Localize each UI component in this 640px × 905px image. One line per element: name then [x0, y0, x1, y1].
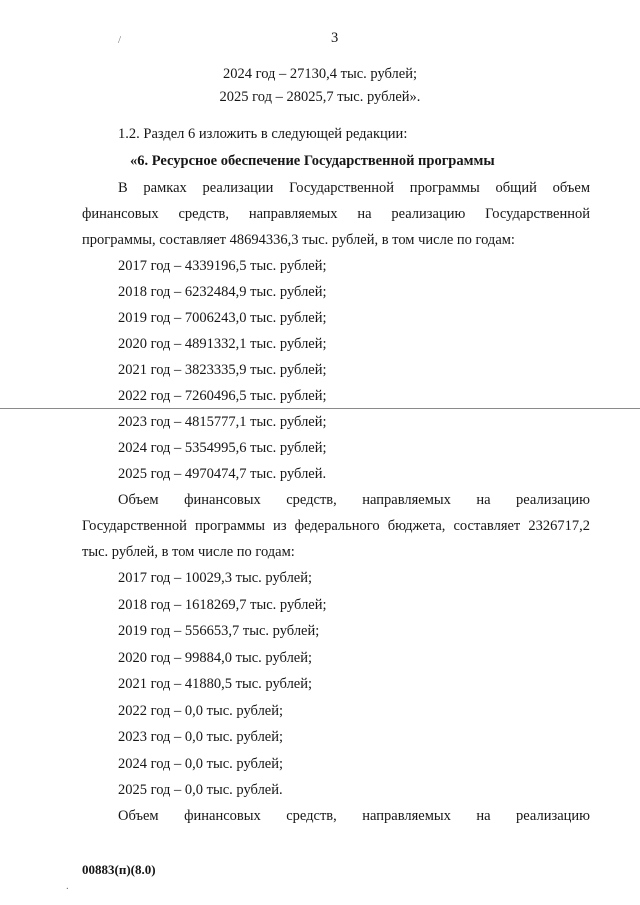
- document-code: 00883(п)(8.0): [82, 862, 156, 877]
- intro-line: 2024 год – 27130,4 тыс. рублей;: [222, 66, 418, 82]
- total-year-item: 2018 год – 6232484,9 тыс. рублей;: [118, 284, 327, 300]
- clause-text: 1.2. Раздел 6 изложить в следующей редакции:: [118, 126, 408, 142]
- paragraph-line: Объем финансовых средств, направляемых на реализацию: [118, 492, 590, 508]
- federal-year-item: 2024 год – 0,0 тыс. рублей;: [118, 756, 284, 772]
- paragraph-line: программы, составляет 48694336,3 тыс. рублей, в том числе по годам:: [82, 232, 515, 248]
- total-year-item: 2020 год – 4891332,1 тыс. рублей;: [118, 336, 327, 352]
- federal-year-item: 2022 год – 0,0 тыс. рублей;: [118, 703, 284, 719]
- total-year-item: 2019 год – 7006243,0 тыс. рублей;: [118, 310, 327, 326]
- paragraph-line: В рамках реализации Государственной программы общий объем: [118, 180, 590, 196]
- paragraph-line: финансовых средств, направляемых на реализацию Государственной: [82, 206, 590, 222]
- total-year-item: 2025 год – 4970474,7 тыс. рублей.: [118, 466, 327, 482]
- paragraph-line: Объем финансовых средств, направляемых на реализацию: [118, 808, 590, 824]
- federal-year-item: 2018 год – 1618269,7 тыс. рублей;: [118, 597, 327, 613]
- total-year-item: 2021 год – 3823335,9 тыс. рублей;: [118, 362, 327, 378]
- total-year-item: 2022 год – 7260496,5 тыс. рублей;: [118, 388, 327, 404]
- federal-year-item: 2020 год – 99884,0 тыс. рублей;: [118, 650, 313, 666]
- paragraph-line: Государственной программы из федерального бюджета, составляет 2326717,2: [82, 518, 590, 534]
- federal-year-item: 2021 год – 41880,5 тыс. рублей;: [118, 676, 313, 692]
- intro-line: 2025 год – 28025,7 тыс. рублей».: [219, 89, 421, 105]
- section-title: «6. Ресурсное обеспечение Государственной программы: [130, 153, 495, 169]
- federal-year-item: 2017 год – 10029,3 тыс. рублей;: [118, 570, 313, 586]
- scan-fold-line: [0, 408, 640, 409]
- total-year-item: 2023 год – 4815777,1 тыс. рублей;: [118, 414, 327, 430]
- scan-mark: /: [118, 34, 122, 46]
- federal-year-item: 2025 год – 0,0 тыс. рублей.: [118, 782, 283, 798]
- federal-year-item: 2023 год – 0,0 тыс. рублей;: [118, 729, 284, 745]
- federal-year-item: 2019 год – 556653,7 тыс. рублей;: [118, 623, 320, 639]
- total-year-item: 2017 год – 4339196,5 тыс. рублей;: [118, 258, 327, 274]
- total-year-item: 2024 год – 5354995,6 тыс. рублей;: [118, 440, 327, 456]
- page-number: 3: [331, 30, 339, 46]
- scan-mark: .: [66, 880, 69, 892]
- paragraph-line: тыс. рублей, в том числе по годам:: [82, 544, 295, 560]
